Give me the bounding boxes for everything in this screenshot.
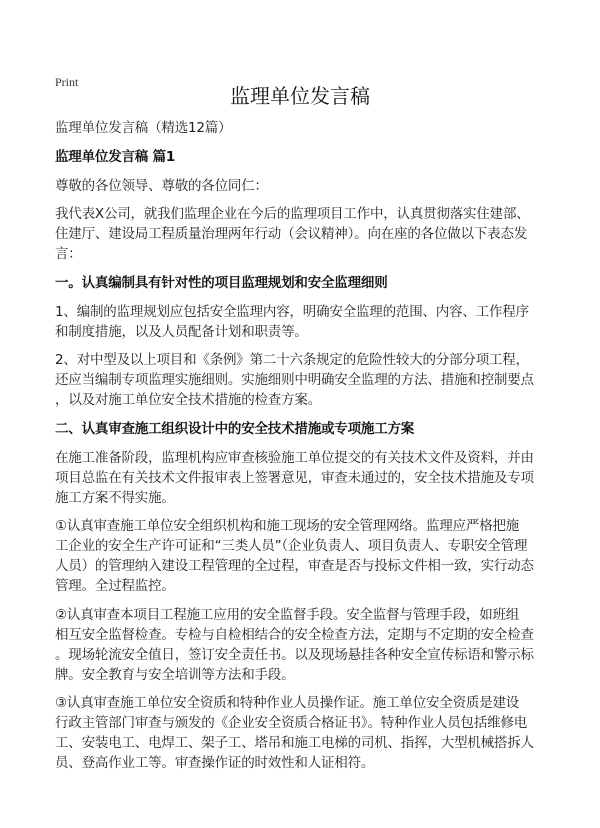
text-line: 尊敬的各位领导、尊敬的各位同仁： — [55, 177, 268, 194]
text-line: 言： — [55, 246, 82, 262]
text-line: 我代表X公司，就我们监理企业在今后的监理项目工作中，认真贯彻落实住建部、 — [55, 206, 530, 222]
text-line: 1、编制的监理规划应包括安全监理内容，明确安全监理的范围、内容、工作程序 — [55, 303, 529, 320]
section-heading — [55, 147, 575, 167]
text-line: 在施工准备阶段，监理机构应审查核验施工单位提交的有关技术文件及资料，并由 — [55, 449, 534, 466]
text-line: ①认真审查施工单位安全组织机构和施工现场的安全管理网络。监理应严格把施 — [55, 518, 520, 534]
text-line: 。现场轮流安全值日，签订安全责任书。以及现场悬挂各种安全宣传标语和警示标 — [55, 646, 534, 663]
paragraph — [55, 204, 575, 264]
text-line: 项目总监在有关技术文件报审表上签署意见，审查未通过的，安全技术措施及专项 — [55, 469, 534, 486]
paragraph — [55, 693, 575, 773]
text-line: 和制度措施，以及人员配备计划和职责等。 — [55, 323, 308, 340]
text-line: 牌。安全教育与安全培训等方法和手段。 — [55, 666, 295, 683]
paragraph — [55, 302, 575, 342]
print-link[interactable]: Print — [55, 75, 79, 89]
text-line: 还应当编制专项监理实施细则。实施细则中明确安全监理的方法、措施和控制要点 — [55, 372, 534, 388]
text-line: 一。认真编制具有针对性的项目监理规划和安全监理细则 — [55, 274, 388, 291]
text-line: 施工方案不得实施。 — [55, 489, 175, 506]
text-line: 2、对中型及以上项目和《条例》第二十六条规定的危险性较大的分部分项工程， — [55, 352, 529, 368]
text-line: ③认真审查施工单位安全资质和特种作业人员操作证。施工单位安全资质是建设 — [55, 695, 520, 711]
text-line: 工企业的安全生产许可证和“三类人员”（企业负责人、项目负责人、专职安全管理 — [55, 538, 528, 554]
section-heading — [55, 419, 575, 439]
text-line: 住建厅、建设局工程质量治理两年行动（会议精神）。向在座的各位做以下表态发 — [55, 226, 528, 242]
paragraph — [55, 516, 575, 596]
text-line: 二、认真审查施工组织设计中的安全技术措施或专项施工方案 — [55, 420, 415, 437]
text-line: 监理单位发言稿（精选12篇） — [55, 120, 232, 136]
text-line: 管理。全过程监控。 — [55, 578, 175, 594]
paragraph — [55, 350, 575, 410]
text-line: 行政主管部门审查与颁发的《企业安全资质合格证书》。特种作业人员包括维修电 — [55, 715, 528, 731]
text-line: ②认真审查本项目工程施工应用的安全监督手段。安全监督与管理手段，如班组 — [55, 606, 520, 623]
paragraph — [55, 605, 575, 685]
text-line: 工、安装电工、电焊工、架子工、塔吊和施工电梯的司机、指挥，大型机械搭拆人 — [55, 735, 534, 751]
text-line: 人员）的管理纳入建设工程管理的全过程，审查是否与投标文件相一致，实行动态 — [55, 558, 534, 574]
text-line: 相互安全监督检查。专检与自检相结合的安全检查方法，定期与不定期的安全检查 — [55, 626, 534, 643]
document-title: 监理单位发言稿 — [230, 84, 370, 108]
paragraph — [55, 176, 575, 196]
text-line: 监理单位发言稿 篇1 — [55, 148, 176, 165]
section-heading — [55, 273, 575, 293]
paragraph — [55, 118, 575, 138]
paragraph — [55, 448, 575, 508]
text-line: 员、登高作业工等。审查操作证的时效性和人证相符。 — [55, 755, 375, 771]
text-line: ，以及对施工单位安全技术措施的检查方案。 — [55, 392, 321, 408]
document-body — [55, 118, 575, 782]
